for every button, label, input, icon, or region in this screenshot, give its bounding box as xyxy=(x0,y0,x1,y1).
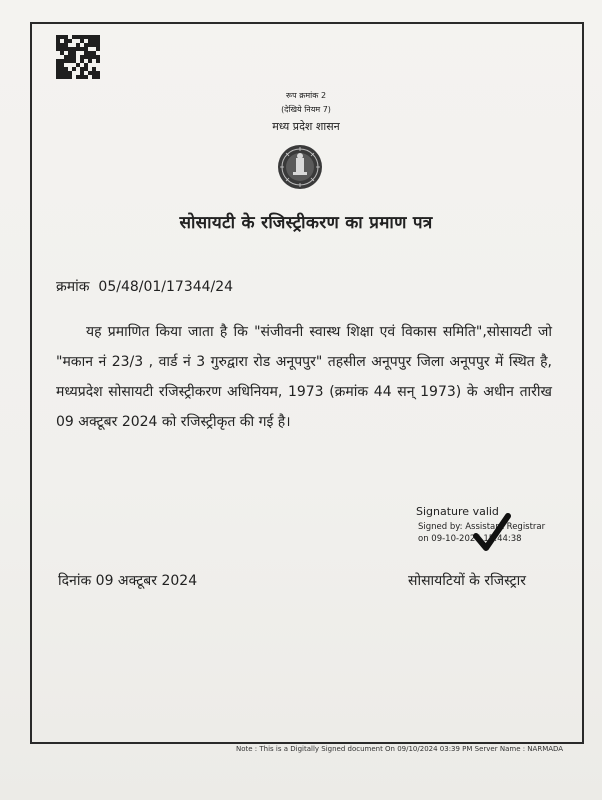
qr-code-icon xyxy=(56,35,100,79)
signature-signer: Signed by: Assistant Registrar xyxy=(418,522,546,532)
registrar-designation: सोसायटियों के रजिस्ट्रार xyxy=(408,573,526,589)
registration-label: क्रमांक xyxy=(56,279,90,295)
rule-reference: (देखिये नियम 7) xyxy=(281,105,331,114)
signature-status: Signature valid xyxy=(416,505,499,518)
certificate-body xyxy=(56,317,552,437)
registration-number xyxy=(56,277,233,296)
certificate-body-text: यह प्रमाणित किया जाता है कि "संजीवनी स्वास्थ शिक्षा एवं विकास समिति",सोसायटी जो "मकान नं 23/3 , वार्ड नं 3 गुरुद्वारा रोड अनूपपुर" तहसील अनूपपुर जिला अनूपपुर में स्थित है, मध्यप्रदेश सोसायटी रजिस्ट्रीकरण अधिनियम, 1973 (क्रमांक 44 सन् 1973) के अधीन तारीख 09 अक्टूबर 2024 को रजिस्ट्रीकृत की गई है। xyxy=(56,324,552,430)
registration-value: 05/48/01/17344/24 xyxy=(98,279,234,295)
state-emblem-icon xyxy=(277,144,323,190)
certificate-date: दिनांक 09 अक्टूबर 2024 xyxy=(58,573,198,589)
government-name: मध्य प्रदेश शासन xyxy=(272,120,340,133)
form-number: रूप क्रमांक 2 xyxy=(285,91,327,100)
certificate-title: सोसायटी के रजिस्ट्रीकरण का प्रमाण पत्र xyxy=(179,213,433,233)
checkmark-icon xyxy=(472,512,512,554)
signature-timestamp: on 09-10-2024 15:44:38 xyxy=(418,534,522,544)
digital-signature-note: Note : This is a Digitally Signed document On 09/10/2024 03:39 PM Server Name : NARMADA xyxy=(236,745,564,753)
